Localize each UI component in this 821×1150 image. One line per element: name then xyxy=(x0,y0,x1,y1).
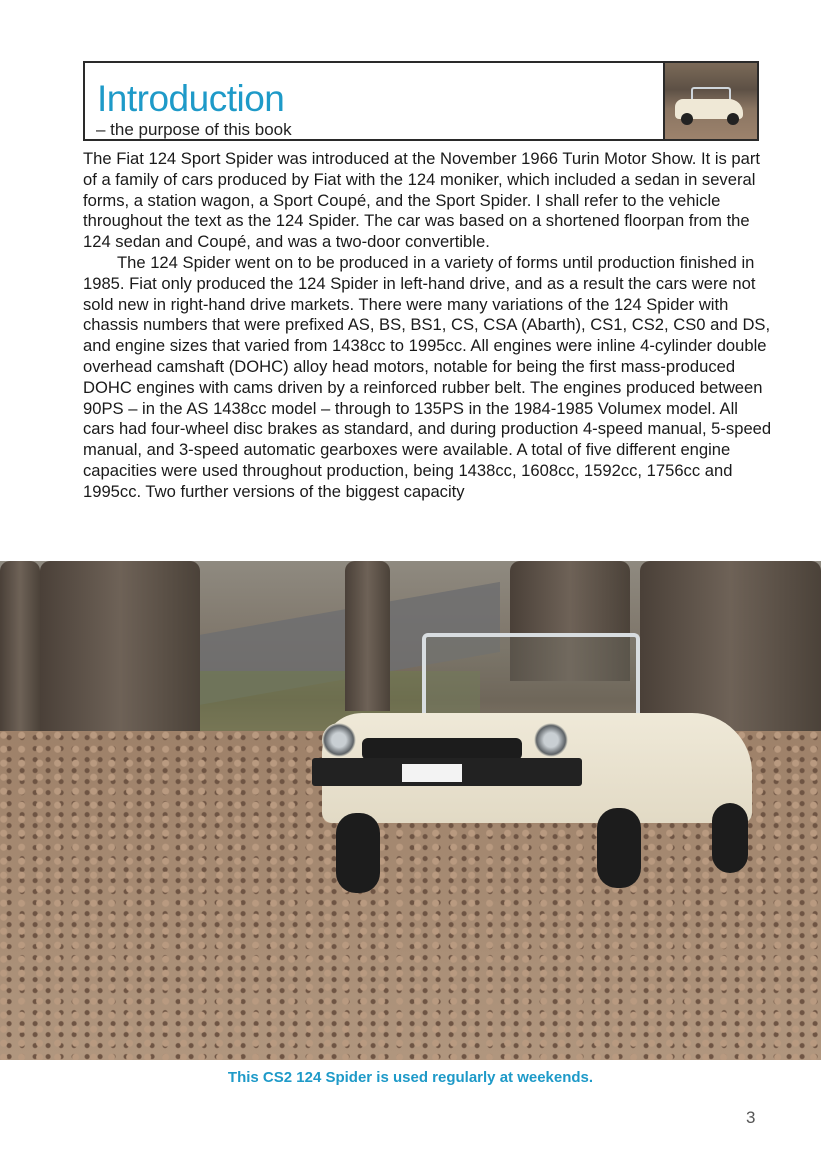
car-grille xyxy=(362,738,522,760)
photo-tree xyxy=(0,561,40,751)
car-headlamp xyxy=(534,723,568,757)
chapter-subtitle: – the purpose of this book xyxy=(96,120,292,139)
paragraph-1: The Fiat 124 Sport Spider was introduced at the November 1966 Turin Motor Show. It is part of a family of cars produced by Fiat with the 124 moniker, which included a sedan in several forms, a station wagon, a Sport Coupé, and the Sport Spider. I shall refer to the vehicle throughout the text as the 124 Spider. The car was based on a shortened floorpan from the 124 sedan and Coupé, and was a two-door convertible. xyxy=(83,149,761,252)
car-windshield xyxy=(422,633,640,717)
page-number: 3 xyxy=(746,1108,756,1127)
photo-caption: This CS2 124 Spider is used regularly at weekends. xyxy=(227,1069,594,1086)
header-thumbnail-image xyxy=(663,63,757,139)
car-wheel xyxy=(336,813,380,893)
chapter-title: Introduction xyxy=(97,78,285,119)
paragraph-2: The 124 Spider went on to be produced in a variety of forms until production finished in 1985. Fiat only produced the 124 Spider in left-hand drive, and as a result the cars were not sold new in right-hand drive markets. There were many variations of the 124 Spider with chassis numbers that were prefixed AS, BS, BS1, CS, CSA (Abarth), CS1, CS2, CS0 and DS, and engine sizes that varied from 1438cc to 1995cc. All engines were inline 4-cylinder double overhead camshaft (DOHC) alloy head motors, notable for being the first mass-produced DOHC engines with cams driven by a reinforced rubber belt. The engines produced between 90PS – in the AS 1438cc model – through to 135PS in the 1984-1985 Volumex model. All cars had four-wheel disc brakes as standard, and during production 4-speed manual, 5-speed manual, and 3-speed automatic gearboxes were available. A total of five different engine capacities were used throughout production, being 1438cc, 1608cc, 1592cc, 1756cc and 1995cc. Two further versions of the biggest capacity xyxy=(83,252,772,501)
photo-car xyxy=(312,623,762,903)
car-headlamp xyxy=(322,723,356,757)
thumbnail-wheel xyxy=(727,113,739,125)
car-plate xyxy=(402,764,462,782)
car-wheel xyxy=(597,808,641,888)
thumbnail-wheel xyxy=(681,113,693,125)
chapter-header xyxy=(83,61,759,141)
main-photo xyxy=(0,561,821,1060)
car-wheel xyxy=(712,803,748,873)
body-text xyxy=(83,149,773,503)
